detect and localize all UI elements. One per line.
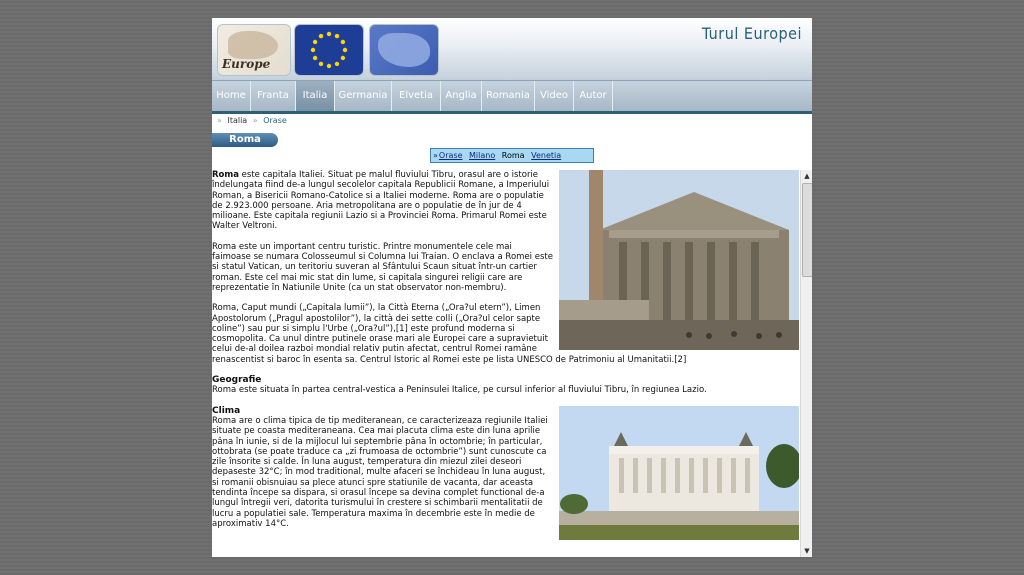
breadcrumb-arrow-icon: »: [252, 116, 258, 125]
pantheon-image: [559, 170, 799, 350]
paragraph-tourism: Roma este un important centru turistic. Printre monumentele cele mai faimoase se numara Colosseumul si Columna lui Traian. O enclava a Romei este si statul Vatican, un teritoriu suveran al Sfântului Scaun situat într-un cartier roman. Este cel mai mic stat din lume, si capitala singurei religii care are reprezentatie în Natiunile Unite (ca un stat observator non-membru).: [212, 241, 553, 293]
eu-flag-logo[interactable]: [294, 24, 364, 76]
heading-geografie: Geografie: [212, 375, 262, 386]
eu-stars-icon: [309, 30, 349, 70]
europe-blue-map-shape: [378, 33, 430, 67]
double-arrow-icon: »: [433, 151, 438, 160]
scroll-thumb[interactable]: [802, 183, 812, 277]
nav-item-video[interactable]: Video: [535, 81, 574, 111]
intro-lead: Roma: [212, 170, 239, 180]
subnav-link-venetia[interactable]: Venetia: [531, 151, 562, 160]
city-subnav: [430, 148, 594, 163]
site-title: Turul Europei: [701, 24, 802, 43]
intro-text: este capitala Italiei. Situat pe malul fluviului Tibru, orasul are o istorie îndelungata fiind de-a lungul secolelor capitala Republicii Romane, a Imperiului Roman, a Bisericii Romano-Catolice si a Italiei moderne. Roma are o populatie de 2.923.000 persoane. Aria metropolitana are o populatie de în jur de 4 milioane. Este capitala regiunii Lazio si a Provinciei Roma. Primarul Romei este Walter Veltroni.: [212, 170, 550, 232]
pantheon-illustration: [559, 170, 799, 350]
paragraph-geografie: Roma este situata în partea central-vestica a Peninsulei Italice, pe cursul inferior al fluviului Tibru, în regiunea Lazio.: [212, 385, 707, 396]
content-scrollbar[interactable]: [800, 170, 812, 557]
section-tab: Roma: [212, 133, 278, 147]
nav-item-anglia[interactable]: Anglia: [441, 81, 482, 111]
europe-map-shape: [228, 31, 278, 59]
header: [212, 18, 812, 80]
paragraph-clima: Roma are o clima tipica de tip mediteranean, ce caracterizeaza regiunile Italiei situate pe coasta mediteraneana. Cea mai placuta clima este din luna aprilie pâna în iunie, si de la mijlocul lui septembrie pâna în octombrie; în particular, ottobrata (se poate traduce ca „zi frumoasa de octombrie”) sunt cunoscute ca zile însorite si calde. În luna august, temperatura din miezul zilei deseori depaseste 32°C; în mod traditional, multe afaceri se închideau în luna august, si romanii obisnuiau sa plece atunci spre statiunile de vacanta, dar aceasta tendinta începe sa dispara, si orasul începe sa devina complet functional de-a lungul întregii veri, datorita turismului în crestere si schimbarii mentalitatii de lucru a populatiei sale. Temperatura maxima în decembrie este în medie de aproximativ 14°C.: [212, 415, 548, 529]
article-content: [212, 170, 799, 557]
paragraph-names: Roma, Caput mundi („Capitala lumii”), la Città Eterna („Ora?ul etern”), Limen Apostolorum („Pragul apostolilor”), la città dei sette colli („Ora?ul celor sapte coline”) sau pur si simplu l'Urbe („Ora?ul”),[1] este profund moderna si cosmopolita. Ca unul dintre putinele orase mari ale Europei care a supravietuit celui de-al doilea razboi mondial relativ putin afectat, centrul Romei ramâne renascentist si baroc în esenta sa. Centrul Istoric al Romei este pe lista UNESCO de Patrimoniu al Umanitatii.[2]: [212, 303, 687, 365]
vittoriano-image: [559, 406, 799, 540]
subnav-link-milano[interactable]: Milano: [469, 151, 496, 160]
breadcrumb-item-orase[interactable]: Orase: [263, 116, 287, 125]
main-nav: [212, 80, 812, 114]
nav-item-germania[interactable]: Germania: [335, 81, 392, 111]
page: [212, 18, 812, 557]
breadcrumb-arrow-icon: »: [217, 116, 222, 125]
vittoriano-illustration: [559, 406, 799, 540]
nav-item-romania[interactable]: Romania: [482, 81, 535, 111]
europe-blue-map-logo[interactable]: [369, 24, 439, 76]
scroll-up-arrow-icon[interactable]: ▲: [804, 172, 810, 180]
scroll-down-arrow-icon[interactable]: ▼: [804, 547, 810, 555]
breadcrumb: [214, 116, 287, 125]
nav-item-autor[interactable]: Autor: [574, 81, 613, 111]
nav-item-italia[interactable]: Italia: [296, 81, 335, 111]
subnav-link-orase[interactable]: Orase: [438, 151, 463, 160]
nav-item-home[interactable]: Home: [212, 81, 251, 111]
europe-logo-text: Europe: [222, 57, 271, 71]
nav-item-franta[interactable]: Franta: [251, 81, 296, 111]
europe-map-logo[interactable]: [217, 24, 291, 76]
nav-item-elvetia[interactable]: Elvetia: [392, 81, 441, 111]
breadcrumb-item-italia[interactable]: Italia: [227, 116, 248, 125]
subnav-current-roma: Roma: [501, 151, 525, 160]
heading-clima: Clima: [212, 405, 241, 416]
